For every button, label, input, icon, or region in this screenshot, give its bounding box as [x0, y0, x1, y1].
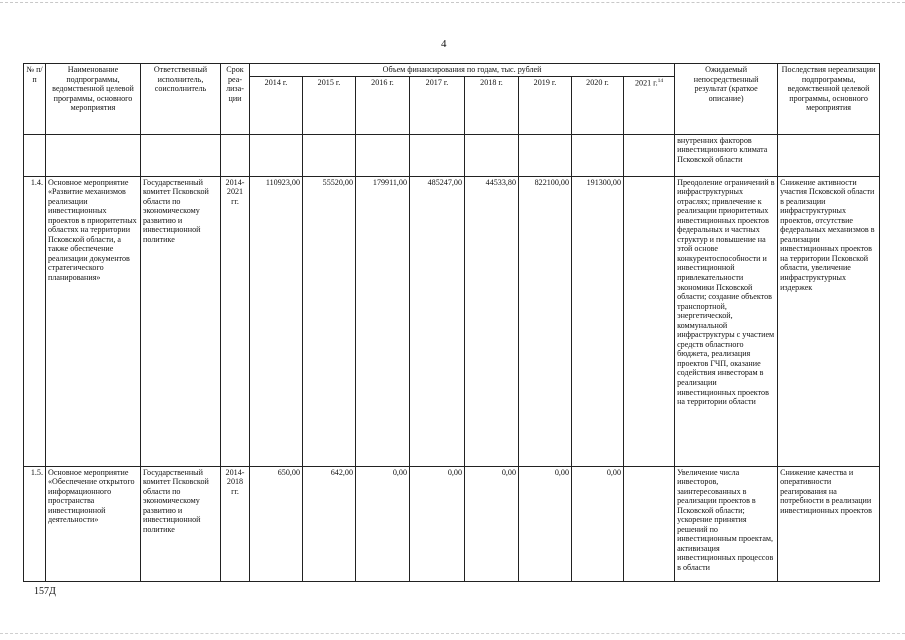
row-value-2016: 0,00: [356, 466, 410, 581]
header-year: 2016 г.: [356, 76, 410, 134]
header-row-top: [24, 64, 880, 77]
continuation-result: внутренних факторов инвестиционного климата Псковской области: [675, 134, 778, 176]
year-2021-label: 2021 г.: [634, 78, 658, 88]
row-value-2018: 44533,80: [465, 176, 519, 466]
row-value-2020: 191300,00: [572, 176, 624, 466]
row-name: Основное мероприятие «Развитие механизмов реализации инвестиционных проектов в приоритетных областях на территории Псковской области, а также обеспечение реализации документов стратегического планирования»: [46, 176, 141, 466]
scan-edge-bottom: [0, 633, 905, 635]
row-consequences: Снижение качества и оперативности реагирования на потребности в реализации инвестиционных проектов: [778, 466, 880, 581]
header-year: 2018 г.: [465, 76, 519, 134]
header-num: № п/п: [24, 64, 46, 135]
row-responsible: Государственный комитет Псковской области по экономическому развитию и инвестиционной политике: [141, 176, 221, 466]
header-consequences: Последствия нереализации подпрограммы, ведомственной целевой программы, основного мероприятия: [778, 64, 880, 135]
scan-edge-top: [0, 2, 905, 4]
row-value-2021: [624, 176, 675, 466]
row-value-2014: 650,00: [250, 466, 303, 581]
row-value-2017: 485247,00: [410, 176, 465, 466]
row-num: 1.5.: [24, 466, 46, 581]
program-table: [23, 63, 880, 582]
row-value-2020: 0,00: [572, 466, 624, 581]
header-year: 2019 г.: [519, 76, 572, 134]
row-responsible: Государственный комитет Псковской области по экономическому развитию и инвестиционной политике: [141, 466, 221, 581]
row-value-2021: [624, 466, 675, 581]
table-row: [24, 176, 880, 466]
row-num: 1.4.: [24, 176, 46, 466]
row-term: 2014-2021 гг.: [221, 176, 250, 466]
row-value-2018: 0,00: [465, 466, 519, 581]
row-value-2016: 179911,00: [356, 176, 410, 466]
header-result: Ожидаемый непосредственный результат (краткое описание): [675, 64, 778, 135]
row-value-2017: 0,00: [410, 466, 465, 581]
continuation-row: [24, 134, 880, 176]
row-value-2019: 0,00: [519, 466, 572, 581]
header-responsible: Ответственный исполнитель, соисполнитель: [141, 64, 221, 135]
header-name: Наименование подпрограммы, ведомственной целевой программы, основного мероприятия: [46, 64, 141, 135]
header-year: 2017 г.: [410, 76, 465, 134]
row-result: Увеличение числа инвесторов, заинтересованных в реализации проектов в Псковской области; ускорение принятия решений по инвестиционным проектам, активизация инвестиционных процессов в области: [675, 466, 778, 581]
footnote-mark: 14: [657, 77, 664, 84]
page-number: 4: [441, 38, 447, 50]
header-term: Срок реа-лиза-ции: [221, 64, 250, 135]
row-consequences: Снижение активности участия Псковской области в реализации инфраструктурных проектов, отсутствие федеральных механизмов в реализации инвестиционных проектов на территории Псковской области, увеличение инфраструктурных издержек: [778, 176, 880, 466]
row-value-2014: 110923,00: [250, 176, 303, 466]
row-term: 2014-2018 гг.: [221, 466, 250, 581]
row-value-2015: 642,00: [303, 466, 356, 581]
row-result: Преодоление ограничений в инфраструктурных отраслях; привлечение к реализации приоритетных инвестиционных проектов федеральных и частных структур и повышение на этой основе конкурентоспособности и инвестиционной привлекательности экономики Псковской области; создание объектов транспортной, энергетической, коммунальной инфраструктуры с участием средств областного бюджета, реализация проектов ГЧП, оказание содействия инвесторам в реализации инвестиционных проектов на территории области: [675, 176, 778, 466]
header-year: 2014 г.: [250, 76, 303, 134]
header-year: 2020 г.: [572, 76, 624, 134]
header-financing: Объем финансирования по годам, тыс. рублей: [250, 64, 675, 77]
header-year-2021: [624, 76, 675, 134]
table-row: [24, 466, 880, 581]
header-year: 2015 г.: [303, 76, 356, 134]
row-value-2015: 55520,00: [303, 176, 356, 466]
footer-code: 157Д: [34, 586, 56, 597]
row-name: Основное мероприятие «Обеспечение открытого информационного пространства инвестиционной деятельности»: [46, 466, 141, 581]
row-value-2019: 822100,00: [519, 176, 572, 466]
